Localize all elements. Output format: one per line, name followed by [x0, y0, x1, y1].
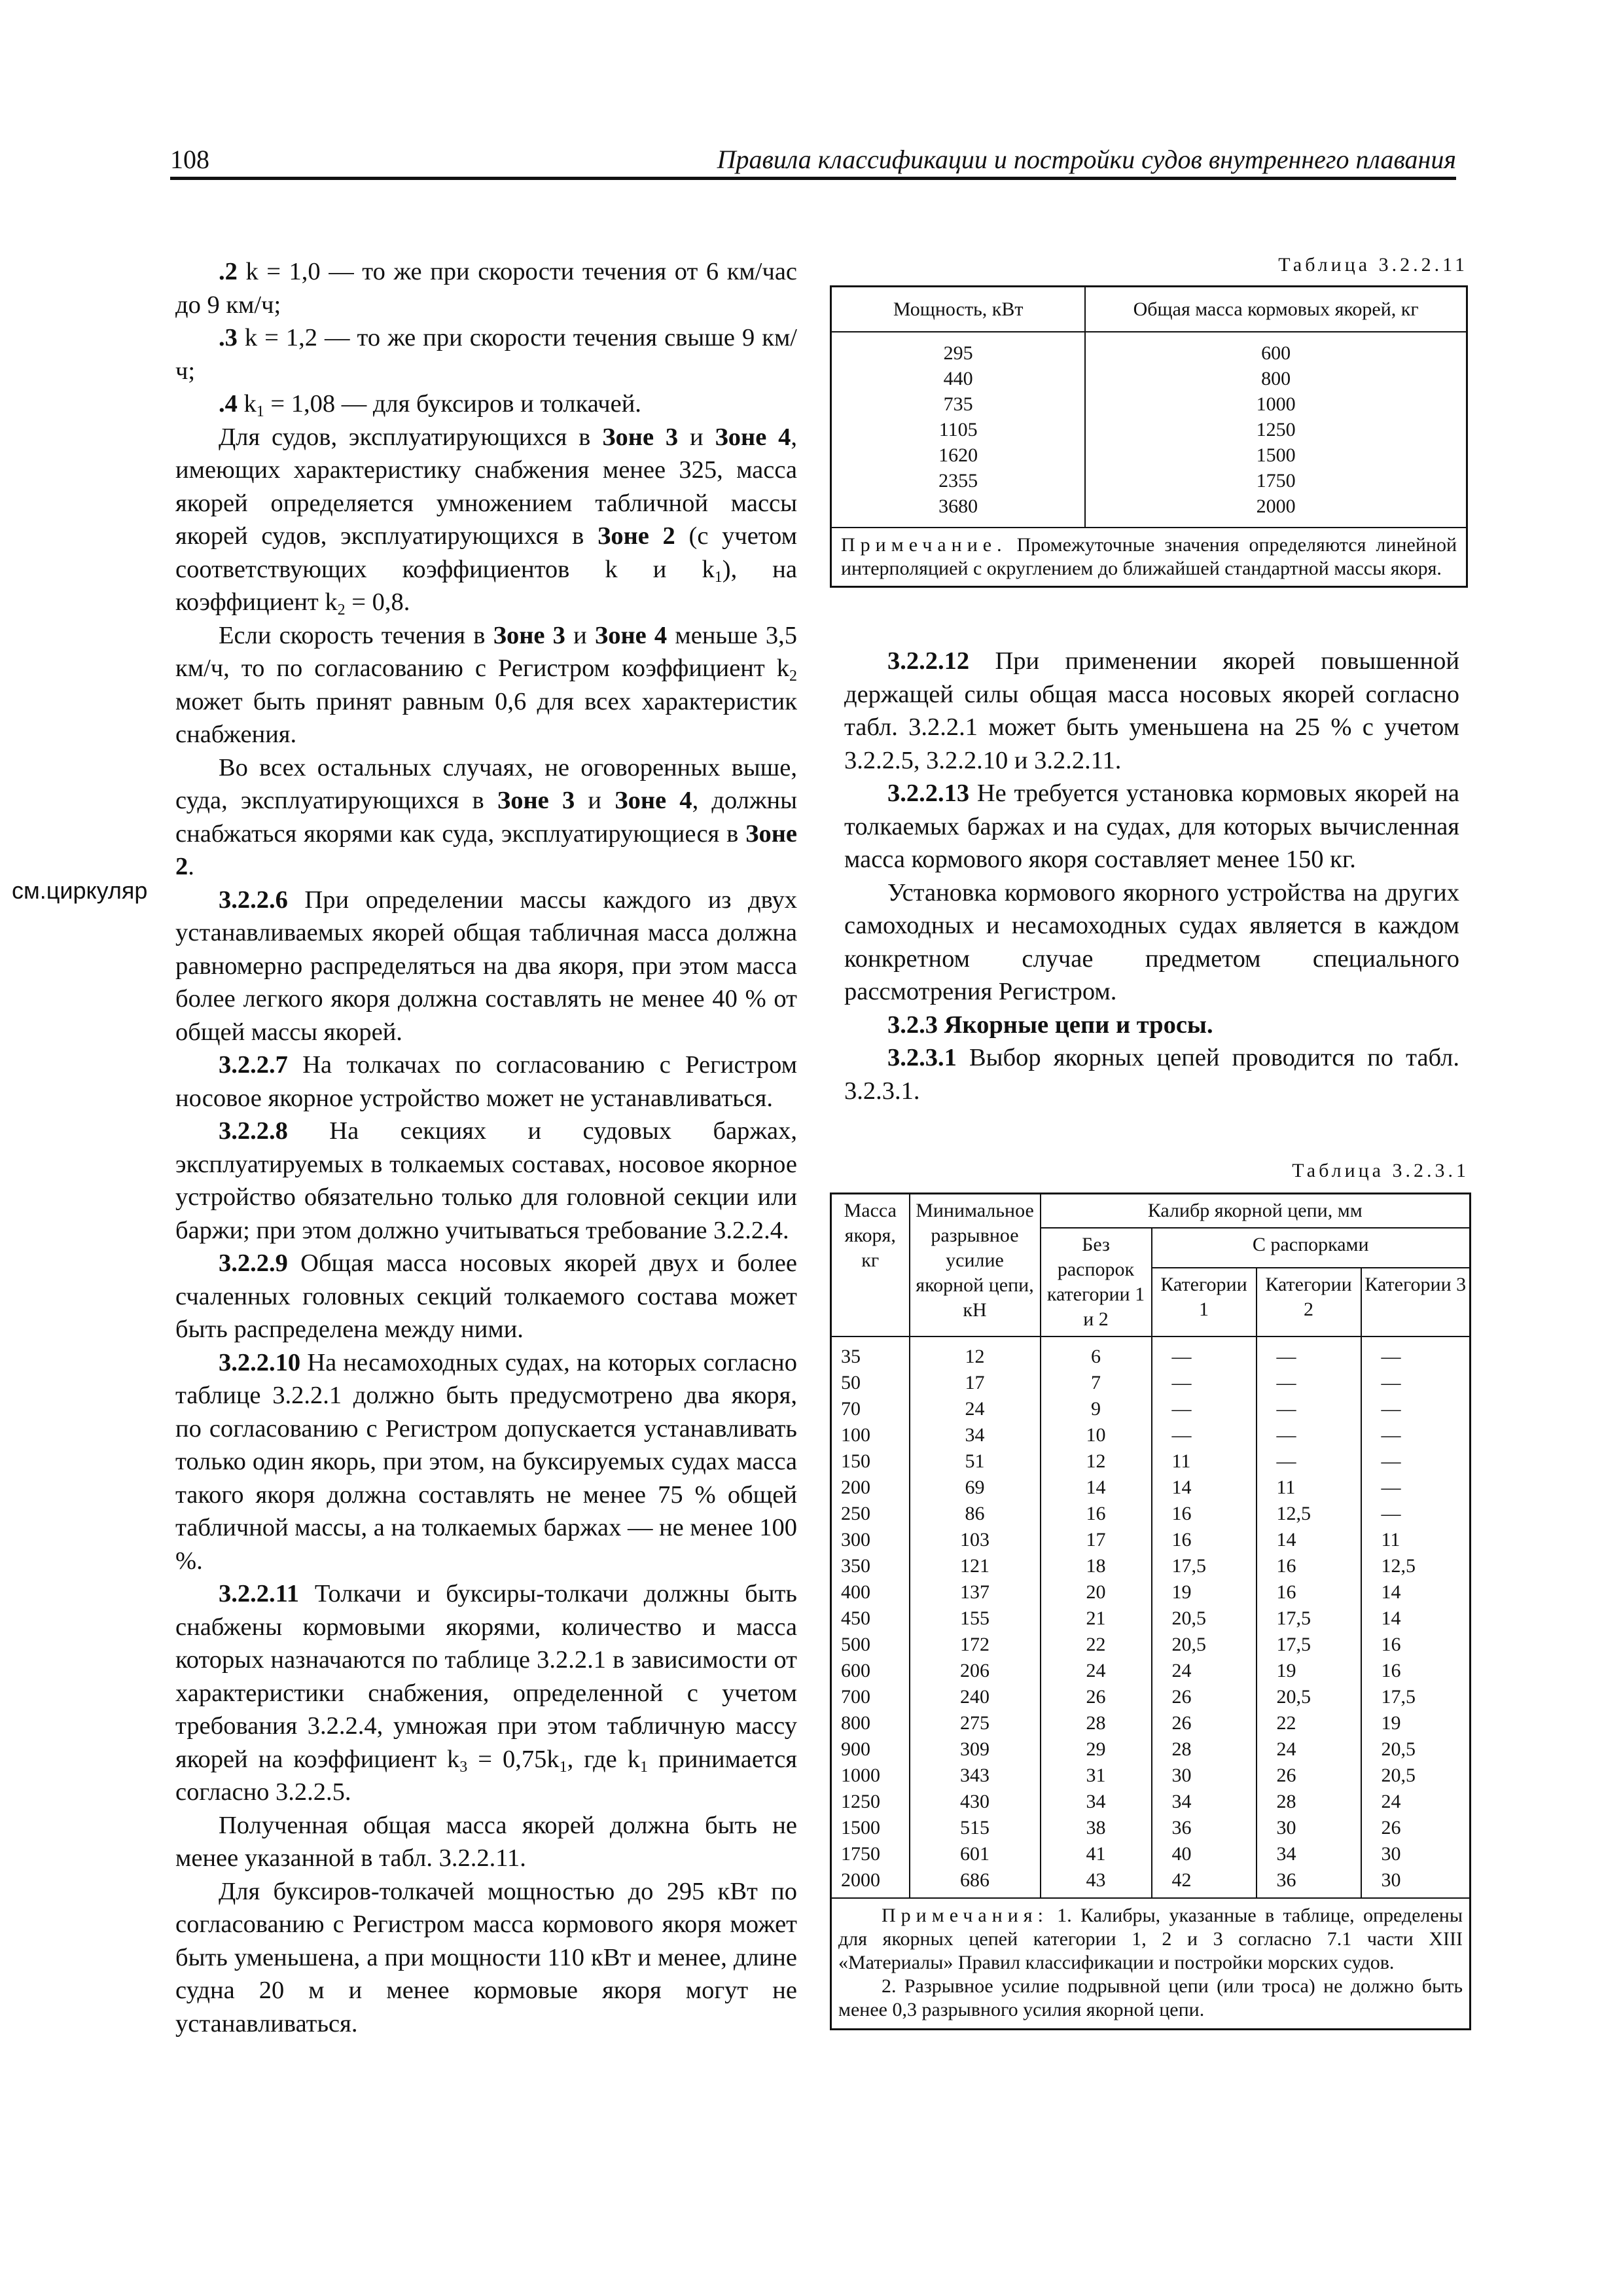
- mass-column: [1085, 332, 1467, 528]
- column-header: Категории 3: [1361, 1268, 1471, 1336]
- table-cell: 1250: [841, 1791, 880, 1812]
- table-cell: 1500: [841, 1817, 880, 1839]
- table-cell: 40: [1171, 1843, 1192, 1865]
- table-cell: 500: [841, 1634, 870, 1655]
- table-cell: 34: [1086, 1791, 1106, 1812]
- table-cell: 16: [1086, 1503, 1106, 1524]
- table-cell: 440: [943, 368, 973, 389]
- table-cell: 20,5: [1171, 1607, 1206, 1629]
- table-cell: 36: [1171, 1817, 1192, 1839]
- table-cell: 200: [841, 1477, 870, 1498]
- power-column: [831, 332, 1086, 528]
- table-cell: 34: [965, 1424, 985, 1446]
- paragraph: Для судов, эксплуатирующихся в Зоне 3 и Зоне 4, имеющих характеристику снабжения менее 325, масса якорей определяется умножением табличной массы якорей судов, эксплуатирующихся в Зоне 2 (с учетом соответствующих коэффициентов k и $k_1$), на коэффициент $k_2 = 0,8$.: [175, 423, 798, 619]
- table-anchor-chains: [830, 1193, 1471, 2030]
- margin-note: см.циркуляр: [12, 877, 148, 904]
- table-cell: 69: [965, 1477, 985, 1498]
- table-cell: 30: [1381, 1869, 1401, 1891]
- table-cell: 12,5: [1276, 1503, 1311, 1524]
- table-cell: —: [1276, 1424, 1296, 1446]
- table-cell: 26: [1171, 1712, 1192, 1734]
- table-cell: 43: [1086, 1869, 1106, 1891]
- table-cell: 24: [1276, 1738, 1296, 1760]
- column-header: Минимальное разрывное усилие якорной цепи, кН: [910, 1194, 1041, 1337]
- table-cell: 26: [1171, 1686, 1192, 1708]
- table-cell: 20,5: [1276, 1686, 1311, 1708]
- table-cell: 30: [1276, 1817, 1296, 1839]
- table-cell: —: [1171, 1398, 1192, 1420]
- table-cell: 7: [1091, 1372, 1101, 1393]
- table-cell: 14: [1381, 1581, 1401, 1603]
- table-caption: Таблица 3.2.2.11: [1278, 254, 1468, 276]
- mass-column: [831, 1336, 910, 1898]
- table-cell: 1000: [841, 1765, 880, 1786]
- table-cell: 20,5: [1381, 1738, 1416, 1760]
- table-cell: 150: [841, 1450, 870, 1472]
- left-column: [175, 255, 797, 2040]
- table-cell: 86: [965, 1503, 985, 1524]
- table-cell: 2000: [1256, 495, 1296, 517]
- table-cell: 515: [960, 1817, 990, 1839]
- paragraph: Для буксиров-толкачей мощностью до 295 кВт по согласованию с Регистром масса кормового якоря может быть уменьшена, а при мощности 110 кВт и менее, длине судна 20 м и менее кормовые якоря могут не устанавливаться.: [175, 1877, 797, 2037]
- table-cell: 250: [841, 1503, 870, 1524]
- paragraph-3-2-2-12: 3.2.2.12 При применении якорей повышенной держащей силы общая масса носовых якорей согласно табл. 3.2.2.1 может быть уменьшена на 25 % с учетом 3.2.2.5, 3.2.2.10 и 3.2.2.11.: [844, 647, 1459, 774]
- table-cell: 11: [1381, 1529, 1400, 1551]
- table-cell: 24: [1381, 1791, 1401, 1812]
- paragraph-3-2-2-8: 3.2.2.8 На секциях и судовых баржах, эксплуатируемых в толкаемых составах, носовое якорное устройство обязательно только для головной секции или баржи; при этом должно учитываться требование 3.2.2.4.: [175, 1117, 797, 1244]
- table-cell: 275: [960, 1712, 990, 1734]
- table-cell: —: [1276, 1346, 1296, 1367]
- table-cell: 20: [1086, 1581, 1106, 1603]
- table-cell: 12: [1086, 1450, 1106, 1472]
- table-cell: 26: [1086, 1686, 1106, 1708]
- table-cell: 16: [1171, 1503, 1192, 1524]
- column-header: Масса якоря, кг: [831, 1194, 910, 1337]
- table-cell: 1750: [841, 1843, 880, 1865]
- table-cell: —: [1171, 1424, 1192, 1446]
- paragraph-3-2-2-13: 3.2.2.13 Не требуется установка кормовых якорей на толкаемых баржах и на судах, для которых вычисленная масса кормового якоря составляет менее 150 кг.: [844, 780, 1459, 873]
- paragraph: Установка кормового якорного устройства на других самоходных и несамоходных судах является в каждом конкретном случае предметом специального рассмотрения Регистром.: [844, 878, 1459, 1005]
- table-cell: 1750: [1256, 470, 1296, 492]
- table-cell: 121: [960, 1555, 990, 1577]
- table-cell: 26: [1381, 1817, 1401, 1839]
- table-cell: 20,5: [1381, 1765, 1416, 1786]
- column-header: Мощность, кВт: [831, 287, 1086, 332]
- table-cell: —: [1381, 1450, 1401, 1472]
- table-cell: 30: [1381, 1843, 1401, 1865]
- table-cell: 2355: [938, 470, 978, 492]
- paragraph-3-2-3-1: 3.2.3.1 Выбор якорных цепей проводится по табл. 3.2.3.1.: [844, 1044, 1459, 1105]
- table-caption: Таблица 3.2.3.1: [1292, 1160, 1469, 1181]
- table-cell: 19: [1381, 1712, 1401, 1734]
- table-cell: 16: [1381, 1634, 1401, 1655]
- table-cell: 137: [960, 1581, 990, 1603]
- table-cell: 35: [841, 1346, 861, 1367]
- table-cell: 51: [965, 1450, 985, 1472]
- table-cell: 2000: [841, 1869, 880, 1891]
- table-cell: 30: [1171, 1765, 1192, 1786]
- page-number: 108: [170, 145, 209, 174]
- table-cell: 600: [1261, 342, 1291, 364]
- paragraph-3-2-2-7: 3.2.2.7 На толкачах по согласованию с Регистром носовое якорное устройство может не устанавливаться.: [175, 1051, 797, 1112]
- paragraph: .3 k = 1,2 — то же при скорости течения свыше 9 км/ч;: [175, 324, 798, 385]
- table-cell: 24: [1171, 1660, 1192, 1681]
- table-cell: —: [1381, 1477, 1401, 1498]
- table-cell: 100: [841, 1424, 870, 1446]
- table-cell: —: [1276, 1372, 1296, 1393]
- table-cell: 14: [1086, 1477, 1106, 1498]
- table-cell: 155: [960, 1607, 990, 1629]
- table-cell: 12,5: [1381, 1555, 1416, 1577]
- table-cell: 22: [1086, 1634, 1106, 1655]
- table-cell: —: [1381, 1398, 1401, 1420]
- table-cell: 240: [960, 1686, 990, 1708]
- table-cell: 14: [1171, 1477, 1192, 1498]
- table-cell: 21: [1086, 1607, 1106, 1629]
- table-cell: 16: [1276, 1555, 1296, 1577]
- table-cell: 800: [1261, 368, 1291, 389]
- table-cell: 18: [1086, 1555, 1106, 1577]
- table-cell: 17,5: [1171, 1555, 1206, 1577]
- table-cell: 34: [1171, 1791, 1192, 1812]
- table-cell: 16: [1171, 1529, 1192, 1551]
- table-cell: 34: [1276, 1843, 1296, 1865]
- table-cell: 19: [1171, 1581, 1192, 1603]
- paragraph-3-2-2-10: 3.2.2.10 На несамоходных судах, на которых согласно таблице 3.2.2.1 должно быть предусмотрено два якоря, по согласованию с Регистром допускается устанавливать только один якорь, при этом, на буксируемых судах масса такого якоря должна составлять не менее 75 % общей табличной массы, а на толкаемых баржах — не менее 100 %.: [175, 1348, 797, 1575]
- table-cell: —: [1381, 1372, 1401, 1393]
- paragraph: .4 $k_1 = 1,08$ — для буксиров и толкачей.: [219, 390, 641, 420]
- table-cell: 343: [960, 1765, 990, 1786]
- table-cell: 103: [960, 1529, 990, 1551]
- table-cell: 1620: [938, 444, 978, 466]
- category-1-column: [1152, 1336, 1257, 1898]
- table-cell: 1105: [938, 419, 978, 440]
- table-cell: 26: [1276, 1765, 1296, 1786]
- table-cell: 600: [841, 1660, 870, 1681]
- table-cell: 22: [1276, 1712, 1296, 1734]
- table-cell: 350: [841, 1555, 870, 1577]
- table-cell: 172: [960, 1634, 990, 1655]
- table-note: Примечание. Промежуточные значения определяются линейной интерполяцией с округлением до ближайшей стандартной массы якоря.: [831, 528, 1467, 587]
- category-3-column: [1361, 1336, 1471, 1898]
- table-cell: —: [1381, 1503, 1401, 1524]
- table-cell: 28: [1086, 1712, 1106, 1734]
- paragraph-3-2-2-11: 3.2.2.11 Толкачи и буксиры-толкачи должны быть снабжены кормовыми якорями, количество и масса которых назначаются по таблице 3.2.2.1 в зависимости от характеристики снабжения, определенной с учетом требования 3.2.2.4, умножая при этом табличную массу якорей на коэффициент $k_3 = 0,75k_1$, где $k_1$ принимается согласно 3.2.2.5.: [175, 1580, 797, 1806]
- table-cell: 28: [1171, 1738, 1192, 1760]
- table-cell: 10: [1086, 1424, 1106, 1446]
- table-cell: 24: [965, 1398, 985, 1420]
- column-header: Калибр якорной цепи, мм: [1041, 1194, 1471, 1229]
- table-cell: 900: [841, 1738, 870, 1760]
- right-column: [844, 645, 1459, 1107]
- without-studs-column: [1041, 1336, 1152, 1898]
- table-cell: —: [1276, 1398, 1296, 1420]
- table-cell: 206: [960, 1660, 990, 1681]
- table-cell: 41: [1086, 1843, 1106, 1865]
- table-cell: —: [1381, 1424, 1401, 1446]
- table-cell: 28: [1276, 1791, 1296, 1812]
- table-cell: 400: [841, 1581, 870, 1603]
- table-cell: 6: [1091, 1346, 1101, 1367]
- paragraph: Полученная общая масса якорей должна быть не менее указанной в табл. 3.2.2.11.: [175, 1811, 797, 1872]
- table-cell: —: [1276, 1450, 1296, 1472]
- table-cell: 16: [1381, 1660, 1401, 1681]
- table-cell: 31: [1086, 1765, 1106, 1786]
- category-2-column: [1257, 1336, 1361, 1898]
- table-cell: 735: [943, 393, 973, 415]
- table-cell: 1250: [1256, 419, 1296, 440]
- table-cell: 800: [841, 1712, 870, 1734]
- table-cell: 70: [841, 1398, 861, 1420]
- table-cell: 14: [1381, 1607, 1401, 1629]
- running-title: Правила классификации и постройки судов внутреннего плавания: [717, 145, 1456, 174]
- table-cell: 17,5: [1276, 1634, 1311, 1655]
- table-cell: 3680: [938, 495, 978, 517]
- table-cell: 686: [960, 1869, 990, 1891]
- table-cell: —: [1171, 1372, 1192, 1393]
- table-cell: 309: [960, 1738, 990, 1760]
- table-cell: 17: [965, 1372, 985, 1393]
- table-cell: 17,5: [1381, 1686, 1416, 1708]
- paragraph: .2 k = 1,0 — то же при скорости течения от 6 км/час до 9 км/ч;: [175, 258, 797, 319]
- table-cell: 38: [1086, 1817, 1106, 1839]
- table-cell: 17: [1086, 1529, 1106, 1551]
- table-cell: 12: [965, 1346, 985, 1367]
- table-cell: 14: [1276, 1529, 1296, 1551]
- table-cell: 300: [841, 1529, 870, 1551]
- table-cell: 16: [1276, 1581, 1296, 1603]
- paragraph: Во всех остальных случаях, не оговоренных выше, суда, эксплуатирующихся в Зоне 3 и Зоне 4, должны снабжаться якорями как суда, эксплуатирующиеся в Зоне 2.: [175, 753, 798, 880]
- table-cell: 11: [1171, 1450, 1191, 1472]
- table-cell: 1500: [1256, 444, 1296, 466]
- table-cell: 9: [1091, 1398, 1101, 1420]
- table-cell: 430: [960, 1791, 990, 1812]
- section-heading: 3.2.3 Якорные цепи и тросы.: [887, 1011, 1213, 1039]
- table-cell: 601: [960, 1843, 990, 1865]
- table-note: Примечания: 1. Калибры, указанные в таблице, определены для якорных цепей категории 1, 2 и 3 согласно 7.1 части XIII «Материалы» Правил классификации и постройки морских судов. 2. Разрывное усилие подрывной цепи (или троса) не должно быть менее 0,3 разрывного усилия якорной цепи.: [831, 1898, 1471, 2030]
- table-cell: 24: [1086, 1660, 1106, 1681]
- force-column: [910, 1336, 1041, 1898]
- table-cell: 50: [841, 1372, 861, 1393]
- table-cell: 700: [841, 1686, 870, 1708]
- table-cell: 1000: [1256, 393, 1296, 415]
- table-cell: —: [1381, 1346, 1401, 1367]
- table-cell: 20,5: [1171, 1634, 1206, 1655]
- paragraph-3-2-2-9: 3.2.2.9 Общая масса носовых якорей двух и более счаленных головных секций толкаемого состава может быть распределена между ними.: [175, 1249, 797, 1343]
- column-header: Категории 1: [1152, 1268, 1257, 1336]
- table-cell: 36: [1276, 1869, 1296, 1891]
- table-cell: 19: [1276, 1660, 1296, 1681]
- column-header: С распорками: [1152, 1228, 1471, 1268]
- table-cell: —: [1171, 1346, 1192, 1367]
- table-cell: 11: [1276, 1477, 1296, 1498]
- table-cell: 295: [943, 342, 973, 364]
- column-header: Общая масса кормовых якорей, кг: [1085, 287, 1467, 332]
- table-cell: 42: [1171, 1869, 1192, 1891]
- table-cell: 17,5: [1276, 1607, 1311, 1629]
- table-cell: 450: [841, 1607, 870, 1629]
- column-header: Категории 2: [1257, 1268, 1361, 1336]
- table-cell: 29: [1086, 1738, 1106, 1760]
- paragraph: Если скорость течения в Зоне 3 и Зоне 4 меньше 3,5 км/ч, то по согласованию с Регистром коэффициент $k_2$ может быть принят равным 0,6 для всех характеристик снабжения.: [175, 621, 798, 748]
- table-stern-anchors: [830, 285, 1468, 588]
- paragraph-3-2-2-6: 3.2.2.6 При определении массы каждого из двух устанавливаемых якорей общая табличная масса должна равномерно распределяться на два якоря, при этом масса более легкого якоря должна составлять не менее 40 % от общей массы якорей.: [175, 886, 797, 1046]
- column-header: Без распорок категории 1 и 2: [1041, 1228, 1152, 1336]
- header-rule: [170, 177, 1456, 180]
